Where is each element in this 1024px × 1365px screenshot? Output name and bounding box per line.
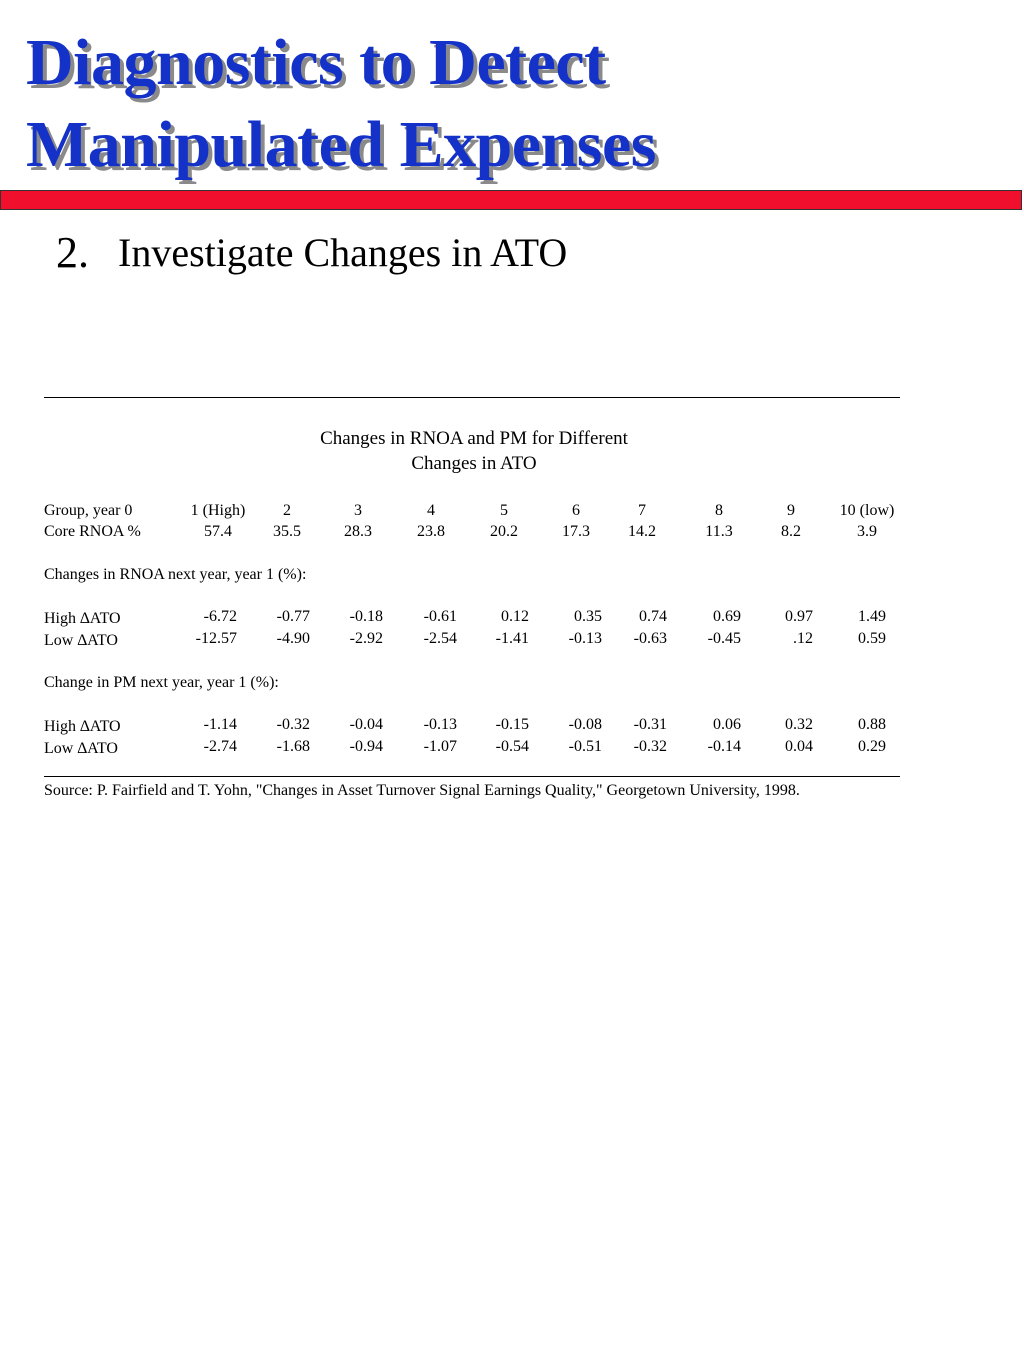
pm-high-cell: 0.88 xyxy=(858,716,886,733)
rnoa-low-cell: -12.57 xyxy=(195,630,237,647)
pm-high-cell: 0.06 xyxy=(713,716,741,733)
rnoa-low-cell: -2.92 xyxy=(349,630,383,647)
rnoa-high-cell: 0.35 xyxy=(574,608,602,625)
table-top-rule xyxy=(44,397,900,398)
rnoa-low-row xyxy=(0,628,1024,650)
pm-high-cell: -0.15 xyxy=(495,716,529,733)
pm-low-cell: -0.32 xyxy=(633,738,667,755)
pm-low-cell: -2.74 xyxy=(203,738,237,755)
group-label: Group, year 0 xyxy=(44,502,133,519)
rnoa-low-cell: -0.13 xyxy=(568,630,602,647)
rnoa-high-row xyxy=(0,606,1024,628)
rnoa-low-cell: -4.90 xyxy=(276,630,310,647)
pm-high-cell: -0.08 xyxy=(568,716,602,733)
pm-low-cell: -1.68 xyxy=(276,738,310,755)
title-divider-bar xyxy=(0,190,1022,210)
rnoa-cell: 57.4 xyxy=(204,523,232,540)
rnoa-cell: 8.2 xyxy=(781,523,801,540)
pm-low-cell: -0.54 xyxy=(495,738,529,755)
pm-high-label: High ∆ATO xyxy=(44,718,121,735)
rnoa-cell: 11.3 xyxy=(705,523,733,540)
section-pm-heading: Change in PM next year, year 1 (%): xyxy=(44,674,279,691)
pm-high-cell: 0.32 xyxy=(785,716,813,733)
pm-high-cell: -1.14 xyxy=(203,716,237,733)
rnoa-low-label: Low ∆ATO xyxy=(44,632,118,649)
core-rnoa-row xyxy=(0,521,1024,543)
rnoa-cell: 14.2 xyxy=(628,523,656,540)
rnoa-low-cell: -0.45 xyxy=(707,630,741,647)
pm-low-row xyxy=(0,736,1024,758)
pm-low-cell: -0.14 xyxy=(707,738,741,755)
rnoa-high-cell: 0.97 xyxy=(785,608,813,625)
rnoa-low-cell: -1.41 xyxy=(495,630,529,647)
pm-high-cell: -0.04 xyxy=(349,716,383,733)
group-header-row xyxy=(0,500,1024,522)
title-line-2: Manipulated Expenses xyxy=(26,108,656,181)
rnoa-cell: 20.2 xyxy=(490,523,518,540)
rnoa-high-cell: -0.61 xyxy=(423,608,457,625)
rnoa-high-label: High ∆ATO xyxy=(44,610,121,627)
groups-cell: 9 xyxy=(787,502,795,519)
pm-low-cell: 0.29 xyxy=(858,738,886,755)
rnoa-low-cell: -0.63 xyxy=(633,630,667,647)
groups-cell: 2 xyxy=(283,502,291,519)
pm-high-cell: -0.31 xyxy=(633,716,667,733)
groups-cell: 10 (low) xyxy=(839,502,895,519)
pm-low-cell: -1.07 xyxy=(423,738,457,755)
table-title-line-1: Changes in RNOA and PM for Different xyxy=(320,428,628,449)
groups-cell: 8 xyxy=(715,502,723,519)
groups-cell: 5 xyxy=(500,502,508,519)
pm-low-cell: 0.04 xyxy=(785,738,813,755)
bullet-text: Investigate Changes in ATO xyxy=(118,230,568,275)
title-line-1: Diagnostics to Detect xyxy=(26,26,606,99)
groups-cell: 6 xyxy=(572,502,580,519)
table-title-line-2: Changes in ATO xyxy=(411,453,537,474)
rnoa-low-cell: .12 xyxy=(793,630,813,647)
rnoa-cell: 23.8 xyxy=(417,523,445,540)
rnoa-high-cell: -6.72 xyxy=(203,608,237,625)
rnoa-cell: 17.3 xyxy=(562,523,590,540)
bullet-number: 2. xyxy=(56,228,89,277)
groups-cell: 4 xyxy=(427,502,435,519)
rnoa-high-cell: -0.77 xyxy=(276,608,310,625)
source-citation: Source: P. Fairfield and T. Yohn, "Changes in Asset Turnover Signal Earnings Quality," Georgetown University, 1998. xyxy=(44,782,800,799)
pm-low-cell: -0.94 xyxy=(349,738,383,755)
groups-cell: 3 xyxy=(354,502,362,519)
table-title xyxy=(44,426,904,476)
core-rnoa-label: Core RNOA % xyxy=(44,523,141,540)
section-rnoa-heading: Changes in RNOA next year, year 1 (%): xyxy=(44,566,307,583)
rnoa-high-cell: 0.69 xyxy=(713,608,741,625)
pm-high-row xyxy=(0,714,1024,736)
rnoa-high-cell: -0.18 xyxy=(349,608,383,625)
pm-high-cell: -0.32 xyxy=(276,716,310,733)
pm-high-cell: -0.13 xyxy=(423,716,457,733)
rnoa-high-cell: 0.74 xyxy=(639,608,667,625)
rnoa-low-cell: -2.54 xyxy=(423,630,457,647)
rnoa-cell: 3.9 xyxy=(857,523,877,540)
pm-low-label: Low ∆ATO xyxy=(44,740,118,757)
rnoa-low-cell: 0.59 xyxy=(858,630,886,647)
rnoa-cell: 28.3 xyxy=(344,523,372,540)
rnoa-high-cell: 1.49 xyxy=(858,608,886,625)
table-bottom-rule xyxy=(44,776,900,777)
pm-low-cell: -0.51 xyxy=(568,738,602,755)
rnoa-high-cell: 0.12 xyxy=(501,608,529,625)
rnoa-cell: 35.5 xyxy=(273,523,301,540)
groups-cell: 1 (High) xyxy=(190,502,246,519)
groups-cell: 7 xyxy=(638,502,646,519)
slide-title xyxy=(26,22,656,186)
